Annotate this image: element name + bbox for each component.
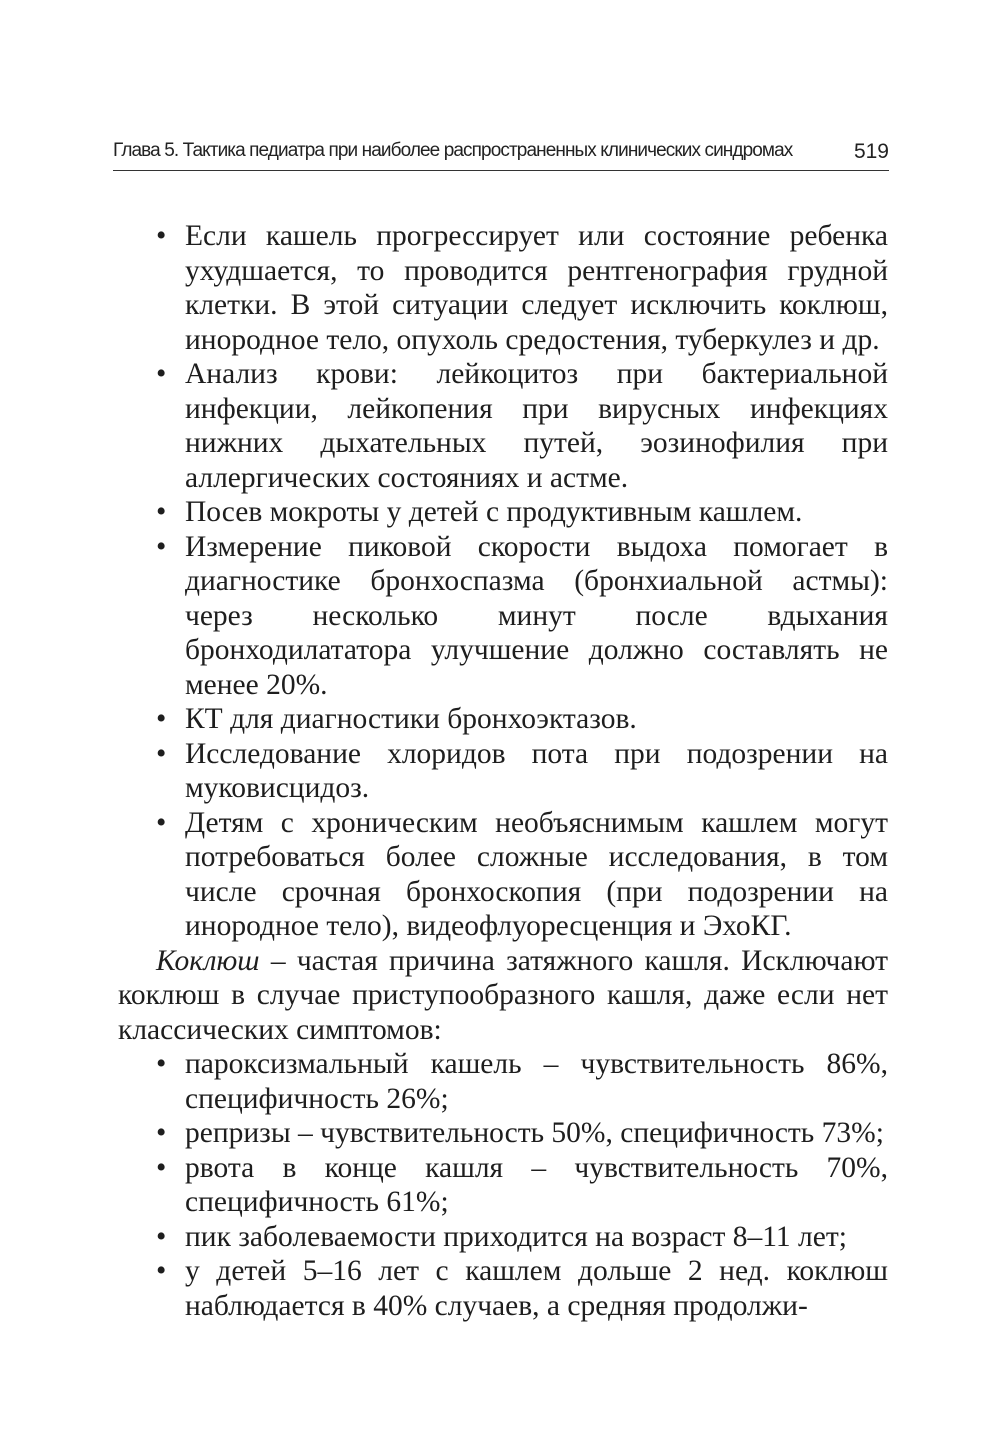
pertussis-paragraph — [118, 944, 888, 1048]
pertussis-list — [118, 1047, 888, 1323]
list-item — [118, 1047, 888, 1116]
bullet-icon: • — [156, 220, 167, 252]
paragraph-text: – частая причина затяжного кашля. Исключают коклюш в случае приступообразного кашля, даже если нет классических симптомов: — [118, 944, 888, 1046]
list-item-text: рвота в конце кашля – чувствительность 70%, специфичность 61%; — [185, 1151, 888, 1218]
chapter-title: Глава 5. Тактика педиатра при наиболее распространенных клинических синдромах — [113, 140, 793, 161]
list-item — [118, 1254, 888, 1323]
list-item — [118, 1151, 888, 1220]
bullet-icon: • — [156, 530, 167, 563]
body-text — [118, 219, 888, 1323]
list-item-text: Если кашель прогрессирует или состояние ребенка ухудшается, то проводится рентгенография грудной клетки. В этой ситуации следует исключить коклюш, инородное тело, опухоль средостения, туберкулез и др. — [185, 220, 888, 356]
bullet-icon: • — [156, 358, 167, 390]
bullet-icon: • — [156, 703, 167, 735]
page-number: 519 — [853, 140, 889, 163]
list-item — [118, 737, 888, 806]
list-item — [118, 1116, 888, 1151]
list-item-text: репризы – чувствительность 50%, специфичность 73%; — [185, 1117, 884, 1149]
diagnostics-list — [118, 219, 888, 944]
bullet-icon: • — [156, 1117, 167, 1149]
list-item — [118, 806, 888, 944]
list-item-text: Анализ крови: лейкоцитоз при бактериальной инфекции, лейкопения при вирусных инфекциях нижних дыхательных путей, эозинофилия при аллергических состояниях и астме. — [185, 358, 888, 494]
list-item — [118, 219, 888, 357]
bullet-icon: • — [156, 1255, 167, 1287]
list-item-text: у детей 5–16 лет с кашлем дольше 2 нед. коклюш наблюдается в 40% случаев, а средняя продолжи- — [185, 1255, 888, 1322]
list-item — [118, 702, 888, 737]
bullet-icon: • — [156, 737, 167, 770]
bullet-icon: • — [156, 1048, 167, 1080]
list-item-text: КТ для диагностики бронхоэктазов. — [185, 703, 637, 735]
header-rule — [113, 170, 889, 171]
list-item — [118, 1220, 888, 1255]
list-item-text: Детям с хроническим необъяснимым кашлем могут потребоваться более сложные исследования, в том числе срочная бронхоскопия (при подозрении на инородное тело), видеофлуоресценция и ЭхоКГ. — [185, 806, 888, 942]
list-item — [118, 495, 888, 530]
term-pertussis: Коклюш — [156, 944, 260, 977]
list-item — [118, 357, 888, 495]
bullet-icon: • — [156, 1220, 167, 1253]
list-item-text: пик заболеваемости приходится на возраст 8–11 лет; — [185, 1220, 847, 1253]
list-item-text: Исследование хлоридов пота при подозрении на муковисцидоз. — [185, 737, 888, 804]
list-item — [118, 530, 888, 703]
list-item-text: пароксизмальный кашель – чувствительность 86%, специфичность 26%; — [185, 1048, 888, 1115]
bullet-icon: • — [156, 1151, 167, 1184]
running-header — [113, 138, 889, 168]
bullet-icon: • — [156, 806, 167, 839]
list-item-text: Посев мокроты у детей с продуктивным кашлем. — [185, 496, 803, 528]
bullet-icon: • — [156, 496, 167, 528]
list-item-text: Измерение пиковой скорости выдоха помогает в диагностике бронхоспазма (бронхиальной астмы): через несколько минут после вдыхания бронходилататора улучшение должно составлять не менее 20%. — [185, 530, 888, 701]
